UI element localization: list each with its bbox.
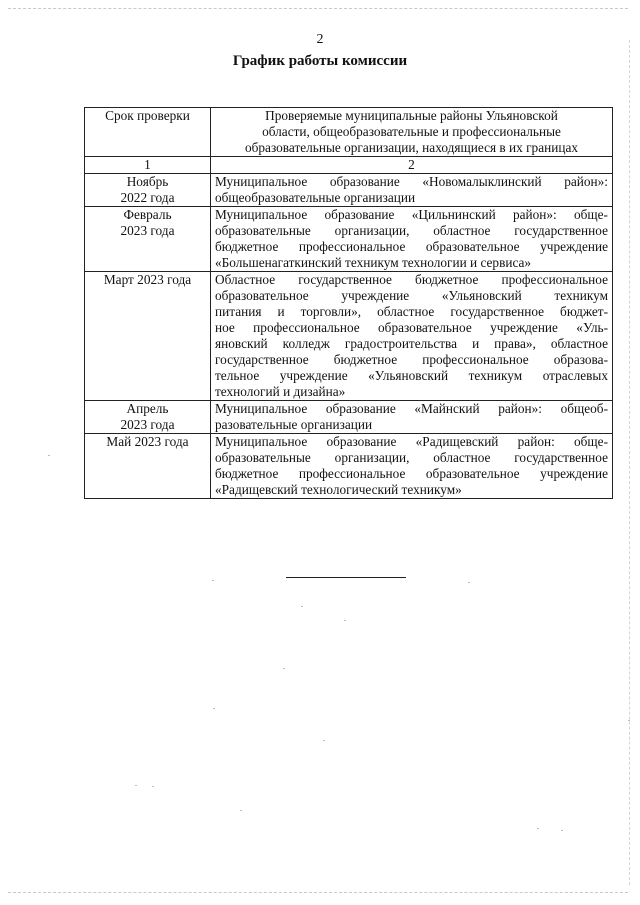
- scan-speck: [48, 455, 50, 456]
- column-number: 2: [211, 157, 613, 174]
- period-line: 2022 года: [120, 190, 175, 205]
- closing-rule: [286, 577, 406, 578]
- scan-speck: [213, 708, 215, 709]
- period-line: Ноябрь: [126, 174, 169, 189]
- description-line: разовательные организации: [215, 417, 373, 432]
- period-line: Апрель: [126, 401, 169, 416]
- scan-edge-top: [8, 8, 628, 9]
- scan-speck: [561, 830, 563, 831]
- description-line: общеобразовательные организации: [215, 190, 416, 205]
- table-header-row: [85, 108, 613, 157]
- description-line: бюджетное профессиональное образовательное учреждение: [215, 239, 608, 254]
- header-organizations: [211, 108, 613, 157]
- period-cell: [85, 272, 211, 401]
- scan-speck: [301, 606, 303, 607]
- header-line: области, общеобразовательные и профессиональные: [262, 124, 561, 139]
- description-line: образовательные организации, областное государственное: [215, 450, 608, 465]
- scan-edge-bottom: [8, 892, 628, 893]
- scan-speck: [628, 720, 630, 721]
- period-cell: [85, 401, 211, 434]
- column-number-row: [85, 157, 613, 174]
- table-row: [85, 434, 613, 499]
- description-cell: [211, 272, 613, 401]
- description-line: «Радищевский технологический техникум»: [215, 482, 462, 497]
- description-line: питания и торговли», областное государственное бюджет-: [215, 304, 608, 319]
- description-cell: [211, 434, 613, 499]
- table-row: [85, 174, 613, 207]
- period-cell: [85, 434, 211, 499]
- scan-speck: [468, 582, 470, 583]
- description-line: Муниципальное образование «Майнский район»: общеоб-: [215, 401, 608, 416]
- scan-speck: [323, 740, 325, 741]
- column-number: 1: [85, 157, 211, 174]
- period-line: Февраль: [123, 207, 172, 222]
- description-line: тельное учреждение «Ульяновский техникум отраслевых: [215, 368, 608, 383]
- header-period: [85, 108, 211, 157]
- description-line: Муниципальное образование «Радищевский район: обще-: [215, 434, 608, 449]
- header-line: Срок проверки: [105, 108, 190, 123]
- description-line: ное профессиональное образовательное учреждение «Уль-: [215, 320, 608, 335]
- table-row: [85, 401, 613, 434]
- page-number: 2: [316, 32, 324, 47]
- scan-speck: [344, 620, 346, 621]
- page-title: График работы комиссии: [232, 53, 408, 69]
- period-line: 2023 года: [120, 223, 175, 238]
- schedule-table: [84, 107, 613, 499]
- description-line: образовательные организации, областное государственное: [215, 223, 608, 238]
- scan-edge-right: [629, 40, 630, 885]
- table-row: [85, 207, 613, 272]
- period-line: Май 2023 года: [106, 434, 189, 449]
- description-line: государственное бюджетное профессиональное образова-: [215, 352, 608, 367]
- description-line: технологий и дизайна»: [215, 384, 346, 399]
- description-cell: [211, 401, 613, 434]
- description-line: Муниципальное образование «Цильнинский район»: обще-: [215, 207, 608, 222]
- scan-speck: [240, 810, 242, 811]
- header-line: образовательные организации, находящиеся в их границах: [245, 140, 578, 155]
- period-cell: [85, 174, 211, 207]
- scan-speck: [537, 828, 539, 829]
- description-line: яновский колледж градостроительства и права», областное: [215, 336, 608, 351]
- period-cell: [85, 207, 211, 272]
- description-line: Областное государственное бюджетное профессиональное: [215, 272, 608, 287]
- scan-speck: [152, 786, 154, 787]
- header-line: Проверяемые муниципальные районы Ульяновской: [265, 108, 558, 123]
- description-line: образовательное учреждение «Ульяновский техникум: [215, 288, 608, 303]
- period-line: Март 2023 года: [103, 272, 192, 287]
- scan-speck: [135, 785, 137, 786]
- description-line: Муниципальное образование «Новомалыклинский район»:: [215, 174, 608, 189]
- description-cell: [211, 174, 613, 207]
- table-row: [85, 272, 613, 401]
- description-line: «Большенагаткинский техникум технологии и сервиса»: [215, 255, 532, 270]
- description-line: бюджетное профессиональное образовательное учреждение: [215, 466, 608, 481]
- description-cell: [211, 207, 613, 272]
- period-line: 2023 года: [120, 417, 175, 432]
- scan-speck: [283, 668, 285, 669]
- scan-speck: [212, 580, 214, 581]
